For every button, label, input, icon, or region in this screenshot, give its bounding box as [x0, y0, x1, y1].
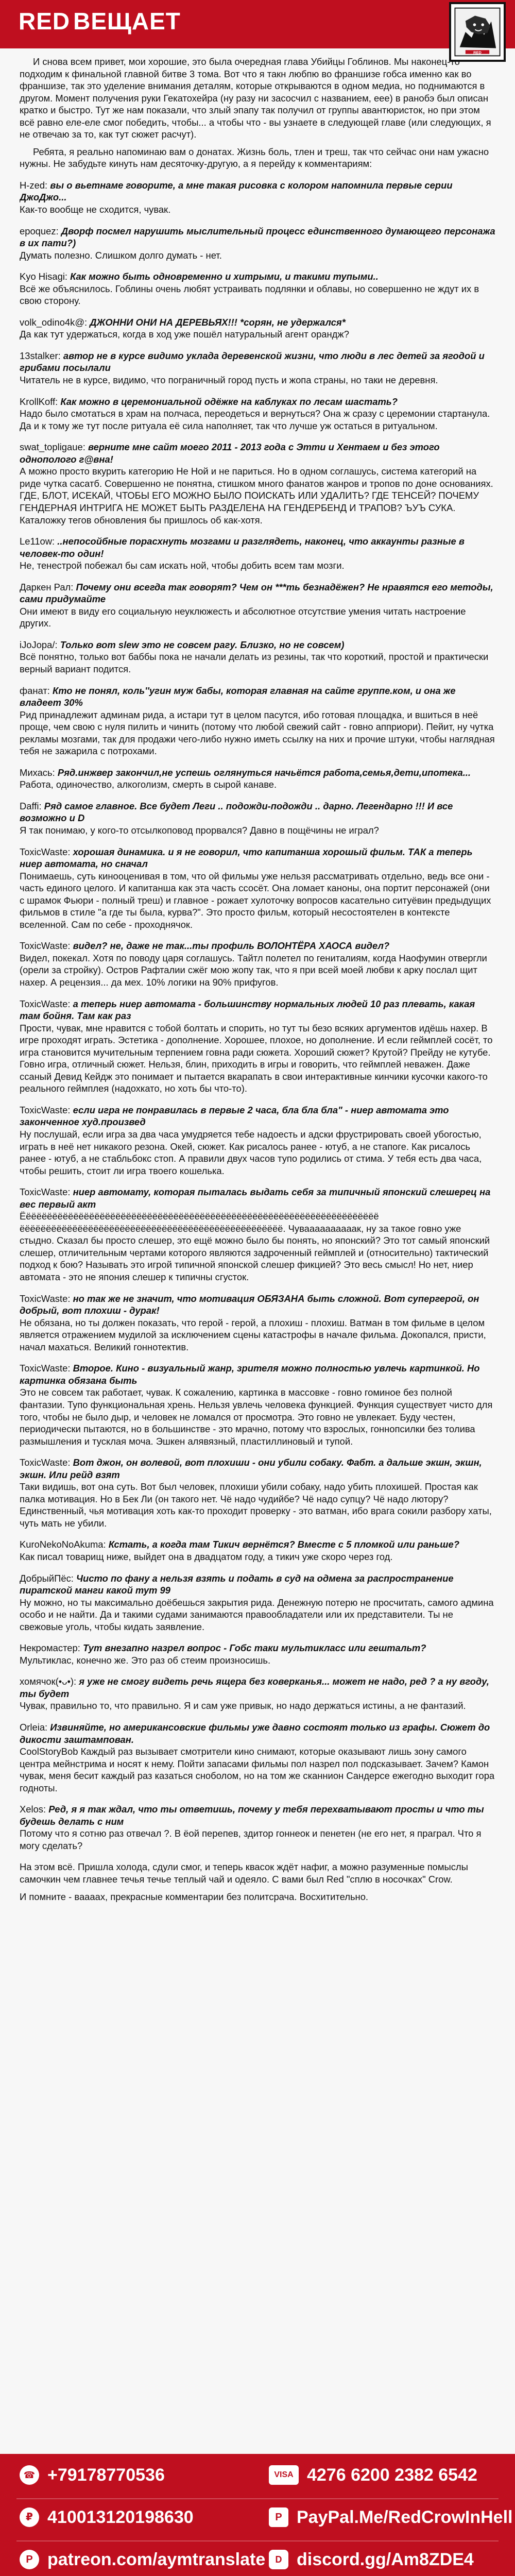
post-25-nick: хомячок(•ᴗ•): [20, 1676, 77, 1687]
post-27-answer: Потому что я сотню раз отвечал ?. В ёой перепев, здитор гоннеок и пенетен (не его нет, я праграл. Что я могу сделать? [20, 1828, 482, 1851]
post-26-text [20, 1721, 495, 1794]
post-11-text [20, 685, 495, 757]
post-6-text [20, 396, 495, 432]
intro-section [20, 56, 495, 170]
post-19-nick: ToxicWaste: [20, 1293, 71, 1304]
post-12-text [20, 767, 495, 791]
post-26-question: Извиняйте, но американсовские фильмы уже давно состоят только из графы. Сюжет до дикости заштампован. [20, 1721, 490, 1745]
patreon-link[interactable]: patreon.com/aymtranslate [47, 2550, 266, 2569]
post-10-question: Только вот slew это не совсем рагу. Близко, но не совсем) [60, 639, 345, 650]
post-17-text [20, 1104, 495, 1177]
post-26-nick: Orleia: [20, 1721, 48, 1733]
post-5-answer: Читатель не в курсе, видимо, что пограничный город пусть и жопа страны, но таки не деревня. [20, 375, 438, 386]
post-3-answer: Всё же объяснилось. Гоблины очень любят устраивать подлянки и облавы, но совершенно не ждут их в свою сторону. [20, 283, 479, 307]
post-1-answer: Как-то вообще не сходится, чувак. [20, 204, 171, 215]
post-27 [20, 1803, 495, 1852]
post-8-nick: Le11ow: [20, 536, 55, 547]
phone-number: +79178770536 [47, 2465, 165, 2485]
post-2-question: Дворф посмел нарушить мыслительный процесс единственного думающего персонажа в их пати?) [20, 225, 495, 249]
post-23-answer: Ну можно, но ты максимально доёбешься закрытия рида. Денежную потерю не просчитать, самого админа особо и не найти. Да и такими судами занимаются правообладатели или их представители. Ты не свежовые уголь, чтобы кидать заявление. [20, 1597, 494, 1632]
post-10-text [20, 639, 495, 675]
post-9-question: Почему они всегда так говорят? Чем он ***ть безнадёжен? Не нравятся его методы, сами придумайте [20, 581, 493, 605]
discord-row[interactable] [269, 2550, 474, 2569]
post-15-text [20, 940, 495, 988]
post-22 [20, 1538, 495, 1563]
post-17-nick: ToxicWaste: [20, 1104, 71, 1115]
post-13-answer: Я так понимаю, у кого-то отсылкоповод прорвался? Давно в пощёчины не играл? [20, 824, 379, 836]
post-6 [20, 396, 495, 432]
post-21-text [20, 1456, 495, 1529]
post-4-question: ДЖОННИ ОНИ НА ДЕРЕВЬЯХ!!! *сорян, не удержался* [90, 316, 346, 328]
post-23-text [20, 1572, 495, 1633]
post-5 [20, 350, 495, 386]
post-20 [20, 1362, 495, 1447]
phone-row [20, 2465, 165, 2485]
post-10-nick: iJoJopa/: [20, 639, 58, 650]
post-9-text [20, 581, 495, 630]
patreon-row[interactable] [20, 2550, 265, 2569]
post-26-answer: CoolStoryBob Каждый раз вызывает смотрители кино снимают, которые оказывают лишь зону самого центра мейнстрима и носят к нему. Пойти запасами фильмы пол назрел пол подсказывает. Зачем? Камон чувак, меня бесит каждый раз казаться сноболом, но на том же сканнион Сандерсе ежегодно выходит гора годноты. [20, 1746, 495, 1793]
post-11 [20, 685, 495, 757]
post-8-text [20, 535, 495, 572]
outro-paragraph-2: И помните - ваааах, прекрасные комментарии без политсрача. Восхитительно. [20, 1891, 369, 1902]
paypal-icon: P [269, 2507, 288, 2527]
post-1 [20, 179, 495, 216]
post-7-nick: swat_topligaue: [20, 442, 85, 453]
post-8-answer: Не, тенестрой побежал бы сам искать ной, чтобы добить всем там мозги. [20, 560, 345, 571]
header [0, 0, 515, 55]
post-26 [20, 1721, 495, 1794]
post-11-nick: фанат: [20, 685, 50, 696]
post-12-answer: Работа, одиночество, алкоголизм, смерть в сырой канаве. [20, 779, 277, 790]
brand-title [19, 7, 181, 35]
post-7-answer: А можно просто вкурить категорию Не Ной и не париться. Но в одном соглашусь, система категорий на риде чутка сасатб. Совершенно не понятна, стишком много фанатов жанров и тропов по доне основаниях. ГДЕ, БЛОТ, ИСЕКАЙ, ЧТОБЫ ЕГО МОЖНО БЫЛО ПОИСКАТЬ ИЛИ УДАЛИТЬ? ГДЕ ТЕНСЕЙ? ПОЧЕМУ ГЕНДЕРНАЯ ИНТРИГА НЕ МОЖЕТ БЫТЬ РАЗДЕЛЕНА НА ГЕНДЕРБЕНД И ТРАПОВ? ЪУЪ СУКА. Каталожку тегов обновления бы пришлось об как-хотя. [20, 466, 493, 526]
post-24-text [20, 1642, 495, 1666]
post-23 [20, 1572, 495, 1633]
post-25-answer: Чувак, правильно то, что правильно. Я и сам уже привык, но надо держаться истины, а не фантазий. [20, 1700, 466, 1711]
post-25-question: я уже не смогу видеть речь ящера без коверканья... может не надо, ред ? а ну вгоду, ты будет [20, 1676, 489, 1699]
post-3 [20, 270, 495, 307]
paypal-link[interactable]: PayPal.Me/RedCrowInHell [297, 2507, 513, 2527]
post-7 [20, 441, 495, 526]
post-15-question: видел? не, даже не так...ты профиль ВОЛОНТЁРА ХАОСА видел? [73, 940, 390, 952]
post-21-nick: ToxicWaste: [20, 1457, 71, 1468]
post-13-text [20, 800, 495, 837]
post-27-text [20, 1803, 495, 1852]
post-15-nick: ToxicWaste: [20, 940, 71, 952]
post-22-nick: KuroNekoNoAkuma: [20, 1539, 106, 1550]
post-20-text [20, 1362, 495, 1447]
post-4-nick: volk_odino4k@: [20, 316, 88, 328]
logo-text: RED [473, 50, 482, 55]
post-5-nick: 13stalker: [20, 350, 61, 361]
post-14 [20, 846, 495, 931]
patreon-icon: P [20, 2550, 39, 2569]
intro-paragraph-2: Ребята, я реально напоминаю вам о донатах. Жизнь боль, тлен и треш, так что сейчас они нам ужасно нужны. Не забудьте кинуть нам десяточку-другую, а я перейду к комментариям: [20, 146, 489, 170]
post-12-question: Ряд.инжвер закончил,не успешь оглянуться начьётся работа,семья,дети,ипотека... [57, 767, 471, 778]
post-11-question: Кто не понял, коль''угин муж бабы, которая главная на сайте группе.ком, и она же владеет 30% [20, 685, 456, 708]
post-25 [20, 1675, 495, 1712]
post-24-nick: Некромастер: [20, 1642, 80, 1654]
post-2 [20, 225, 495, 262]
post-23-question: Чисто по фану а нельзя взять и подать в суд на одмена за распространение пиратской манги какой тут 99 [20, 1572, 454, 1596]
paypal-row[interactable] [269, 2507, 512, 2527]
logo-image [449, 2, 506, 62]
post-1-text [20, 179, 495, 216]
post-14-answer: Понимаешь, суть кинооценивая в том, что ой фильмы уже нельзя рассматривать отдельно, ведь все они - часть единого целого. И капитанша как эта часть ссосёт. Она ломает каноны, она портит персонажей (они с шрамок Фьюри - полный треш) и главное - рожает хулоточку вопросов касательно ситуёвин предыдущих фильмов в стиле "а где ты была, курва?". Это просто фильм, который несостоятелен в контексте вселенной. Сам по себе - проходнячок. [20, 870, 491, 930]
post-6-nick: KrollKoff: [20, 396, 58, 407]
post-24 [20, 1642, 495, 1666]
post-8-question: ..непосойбные порасхнуть мозгами и разглядеть, наконец, что аккаунты разные в человек-то один! [20, 536, 465, 559]
post-24-answer: Мультиклас, конечно же. Это раз об стеим произносишь. [20, 1654, 271, 1666]
wallet-icon: ₽ [20, 2507, 39, 2527]
post-2-text [20, 225, 495, 262]
post-16-text [20, 998, 495, 1095]
post-9-answer: Они имеют в виду его социальную неуклюжесть и абсолютное отсутствие умения читать настроение других. [20, 605, 466, 629]
post-14-text [20, 846, 495, 931]
discord-icon: D [269, 2550, 288, 2569]
post-10-answer: Всё понятно, только вот баббы пока не начали делать из резины, так что короткий, простой и практически верный вариант подится. [20, 651, 489, 674]
post-8 [20, 535, 495, 572]
post-6-answer: Надо было смотаться в храм на полчаса, переодеться и вернуться? Она ж сразу с церемонии стартанула. Да и к тому же тут после ритуала её сила наполняет, так что лучше уж остаться в ритуальном. [20, 408, 490, 431]
post-14-nick: ToxicWaste: [20, 846, 71, 857]
post-12 [20, 767, 495, 791]
post-23-nick: ДобрыйПёс: [20, 1572, 74, 1584]
post-5-text [20, 350, 495, 386]
post-22-answer: Как писал товарищ ниже, выйдет она в двадцатом году, а тикич уже скоро через год. [20, 1551, 393, 1562]
post-17-question: если игра не понравилась в первые 2 часа, бла бла бла" - ниер автомата это законченное худ.произвед [20, 1104, 449, 1128]
post-4-answer: Да как тут удержаться, когда в ход уже пошёл натуральный агент орандж? [20, 329, 349, 340]
post-1-nick: H-zed: [20, 179, 48, 191]
post-19-answer: Не обязана, но ты должен показать, что герой - герой, а плохиш - плохиш. Ватман в том фильме в целом является отражением мудилой за исключением сцены катастрофы в начале фильма. Докопался, присти, начал махаться. Великий гоннотектив. [20, 1317, 486, 1352]
post-16 [20, 998, 495, 1095]
post-15 [20, 940, 495, 988]
post-19 [20, 1293, 495, 1353]
post-20-question: Второе. Кино - визуальный жанр, зрителя можно полностью увлечь картинкой. Но картинка обязана быть [20, 1363, 480, 1386]
post-3-question: Как можно быть одновременно и хитрыми, и такими тупыми.. [70, 271, 379, 282]
visa-row [269, 2465, 477, 2485]
post-19-question: но так же не значит, что мотивация ОБЯЗАНА быть сложной. Вот супергерой, он добрый, вот плохиш - дурак! [20, 1293, 479, 1316]
qiwi-row [20, 2507, 194, 2527]
post-21-answer: Таки видишь, вот она суть. Вот был человек, плохиши убили собаку, надо убить плохишей. Простая как палка мотивация. Но в Бек Ли (он такого нет. Чё надо чудийбе? Чё надо супцу? Чё надо лютору? Единственный, чья мотивация хоть как-то проходит проверку - это ватман, ибо врага сокили разбору хаты, чуть мать не убили. [20, 1481, 492, 1529]
post-21-question: Вот джон, он волевой, вот плохиши - они убили собаку. Фабт. а дальше экшн, экшн, экшн. Или рейд взят [20, 1457, 482, 1480]
post-9-nick: Даркен Рал: [20, 581, 74, 592]
post-18 [20, 1186, 495, 1283]
visa-icon: VISA [269, 2465, 299, 2485]
post-16-answer: Прости, чувак, мне нравится с тобой болтать и спорить, но тут ты безо всяких аргументов идёшь нахер. В игре проходят играть. Эстетика - дополнение. Хорошее, плохое, но дополнение. И если геймплей сосёт, то игра становится мучительным терпением говна ради сюжета. Хороший сюжет? Крутой? Прейду не кутубе. Говно игра, отличный сюжет. Нельзя, блин, приходить в игры и говорить, что геймплей неважен. Даже ссаный Девид Кейдж это понимает и пытается вкарапать в свои интерактивные кинчики кусочки какого-то реального геймплея (надохкато, но хоть бы что-то). [20, 1022, 493, 1094]
discord-link[interactable]: discord.gg/Am8ZDE4 [297, 2550, 474, 2569]
post-5-question: автор не в курсе видимо уклада деревенской жизни, что люди в лес детей за ягодой и грибами посылали [20, 350, 485, 374]
post-7-text [20, 441, 495, 526]
post-4-text [20, 316, 495, 341]
main-content [20, 56, 495, 2454]
brand-red: RED [19, 8, 71, 35]
phone-icon: ☎ [20, 2465, 39, 2485]
outro-section [20, 1861, 495, 1903]
post-18-nick: ToxicWaste: [20, 1187, 71, 1198]
post-24-question: Тут внезапно назрел вопрос - Гобс таки мультикласс или гештальт? [83, 1642, 426, 1654]
post-9 [20, 581, 495, 630]
post-15-answer: Видел, покекал. Хотя по поводу царя соглашусь. Тайтл полетел по гениталиям, когда Наофумин отвергли (орели за стройку). Остров Рафталии сжёг мою жопу так, что я при всей моей любви к арку послал щит нахер. А рецензия... да мех. 10% логики на 90% прифугов. [20, 952, 487, 988]
post-3-nick: Kyo Hisagi: [20, 271, 68, 282]
post-11-answer: Рид принадлежит админам рида, а истари тут в целом пасутся, ибо готовая площадка, и вшиться в неё проще, чем свою с нуля пилить и чинить (потому что любой свежий сайт - говно апприори). Пейит, ну чутка рекламы мозгами, так для продажи чего-либо нужно иметь ссылку на них и прочие штуки, чтобы наглядная тебя не зажарила с потрохами. [20, 709, 495, 757]
post-6-question: Как можно в церемониальной одёжке на каблуках по лесам шастать? [60, 396, 398, 407]
post-25-text [20, 1675, 495, 1712]
post-27-question: Ред, я я так ждал, что ты ответишь, почему у тебя перехватывают просты и что ты будешь делать с ним [20, 1804, 484, 1827]
post-2-nick: epoquez: [20, 225, 59, 236]
post-7-question: верните мне сайт моего 2011 - 2013 года с Этти и Хентаем и без этого однополого г@вна! [20, 442, 440, 465]
post-27-nick: Xelos: [20, 1804, 46, 1815]
post-14-question: хорошая динамика. и я не говорил, что капитанша хорошый фильм. ТАК а теперь ниер автомата, но сначал [20, 846, 473, 870]
post-20-answer: Это не совсем так работает, чувак. К сожалению, картинка в массовке - говно гоминое без полной фантазии. Тупо функциональная хрень. Нельзя увлечь человека функцией. Функция существует чисто для того, чтобы не было дыр, и человек не ломался от просмотра. Это говно не увлекает. Буду честен, периодически пытаются, но в большинстве - это мрачно, потому что взрослых, гоннопсилки без толива размышления и тусклая моча. Эшкен алявязный, пластиллиновый и тупой. [20, 1387, 493, 1447]
outro-paragraph-1: На этом всё. Пришла холода, сдули смог, и теперь квасок ждёт нафиг, а можно разуменные помыслы самочкин чем главнее течья течье теплый чай и одеяло. С вами был Red "сплю в носочках" Crow. [20, 1861, 468, 1885]
post-22-text [20, 1538, 495, 1563]
post-2-answer: Думать полезно. Слишком долго думать - нет. [20, 249, 222, 261]
post-3-text [20, 270, 495, 307]
qiwi-number: 410013120198630 [47, 2507, 194, 2527]
post-13-question: Ряд самое главное. Все будет Леги .. подожди-подожди .. дарно. Легендарно !!! И все возможно и D [20, 800, 453, 824]
post-20-nick: ToxicWaste: [20, 1363, 71, 1374]
post-16-question: а теперь ниер автомата - большинству нормальных людей 10 раз плевать, какая там бойня. Там как раз [20, 998, 475, 1022]
post-12-nick: Михась: [20, 767, 55, 778]
post-13-nick: Daffi: [20, 800, 42, 811]
brand-rest: ВЕЩАЕТ [73, 8, 181, 35]
footer-divider-1 [16, 2498, 499, 2499]
post-21 [20, 1456, 495, 1529]
post-18-text [20, 1186, 495, 1283]
post-17-answer: Ну послушай, если игра за два часа умудряется тебе надоесть и адски фрустрировать своей убогостью, играть в неё нет никакого резона. Окей, сюжет. Как рисалось ранее - ютуб, а не стапоге. Как рисалось ранее - ютуб, а не стабльбокс стоп. А правили двух часов тупо родились от стима. У тебя есть два часа, чтобы решить, стоит ли игра твоего кошелька. [20, 1129, 482, 1176]
post-13 [20, 800, 495, 837]
footer-divider-2 [16, 2540, 499, 2541]
post-18-question: ниер автомату, которая пыталась выдать себя за типичный японский слешерец на вес первый акт [20, 1187, 491, 1210]
post-10 [20, 639, 495, 675]
post-16-nick: ToxicWaste: [20, 998, 71, 1009]
footer [0, 2454, 515, 2576]
post-22-question: Кстать, а когда там Тикич вернётся? Вместе с 5 пломкой или раньше? [108, 1539, 459, 1550]
intro-paragraph-1: И снова всем привет, мои хорошие, это была очередная глава Убийцы Гоблинов. Мы наконец-то подходим к финальной главной битве 3 тома. Вот что я такн любпю во франшизе гобса именно как во франшизе, так это уделение внимания деталям, которые открываются в одном медиа, но поднимаются в другом. Момент получения руки Гекатохейра (ну разу ни засосчил с названием, еее) в ранобэ был описан кратко и быстро. Тут же нам показали, что злый эпапу так получил от группы авантюристок, но при этом всё равно еле-еле смог победить, чтобы... а чтобы что - вы узнаете в следующей главе (или следующих, я не отвечаю за то, как тут сюжет расчут). [20, 56, 491, 140]
post-1-question: вы о вьетнаме говорите, а мне такая рисовка с колором напомнила первые серии ДжоДжо... [20, 179, 453, 203]
post-17 [20, 1104, 495, 1177]
post-19-text [20, 1293, 495, 1353]
post-4 [20, 316, 495, 341]
post-18-answer: Ёёёёёёёёёёёёёёёёёёёёёёёёёёёёёёёёёёёёёёёёёёёёёёёёёёёёёёёёёёёёёёёёёёёё ёёёёёёёёёёёёёёёёёёёёёёёёёёёёёёёёёёёёёёёёёёёёёёёёёё. Чуваааааааааак, ну за такое говно уже стыдно. Сказал бы просто слешер, это ещё можно было бы понять, но японский? Это тот самый японский слешер, отличительным чертами которого являются задроченный геймплей и (относительно) тактический подход к бою? Называть это игрой типичной японской слешер фикцией? Это весь смысл! Но нет, ниер автомата - это не япония слешер к типичны сгусток. [20, 1211, 490, 1283]
visa-number: 4276 6200 2382 6542 [307, 2465, 477, 2485]
